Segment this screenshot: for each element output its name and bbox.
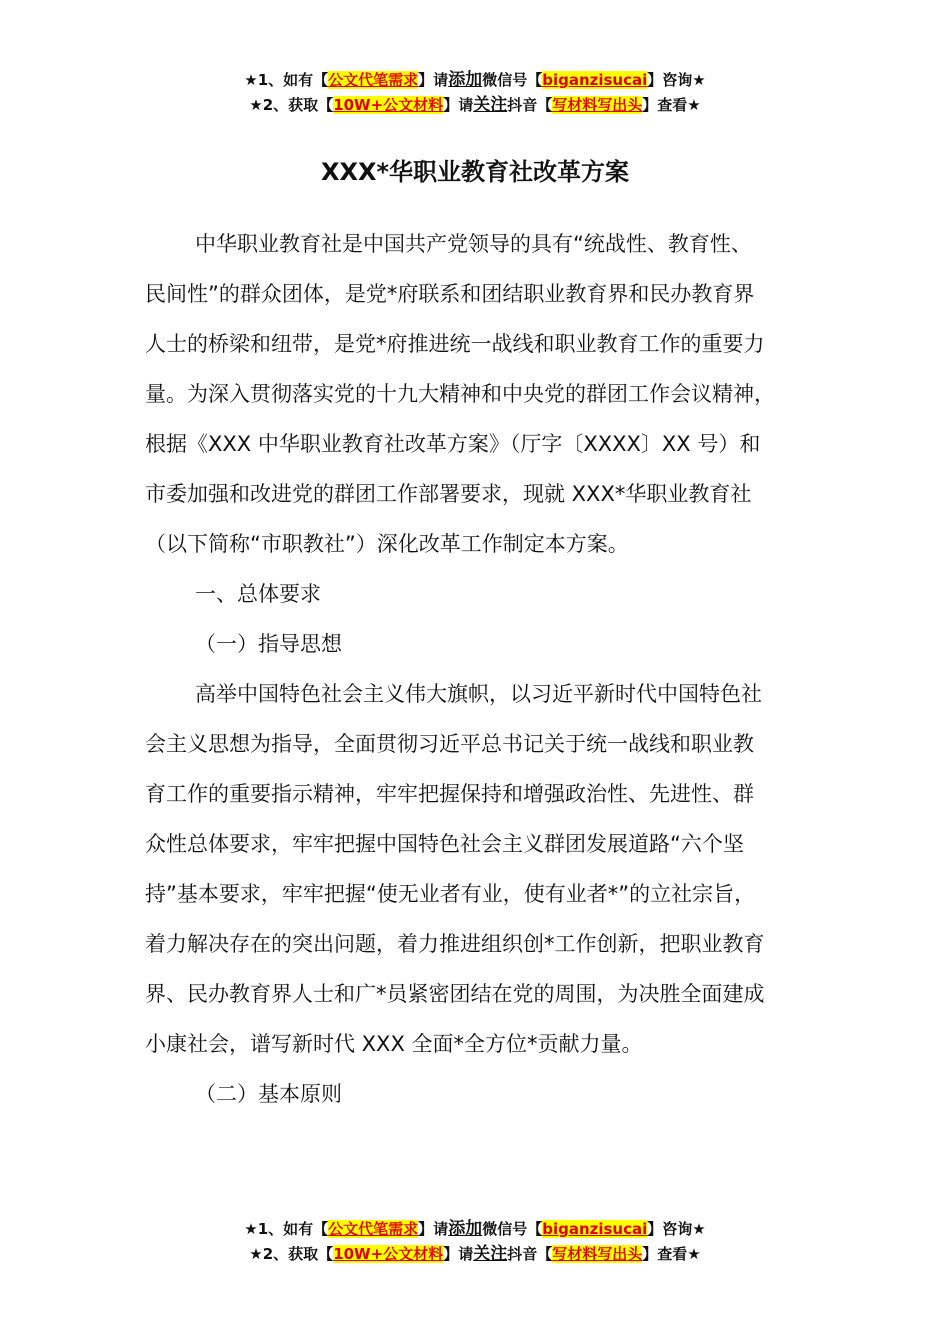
text-line: 会主义思想为指导，全面贯彻习近平总书记关于统一战线和职业教 <box>145 732 754 756</box>
document-body <box>145 222 825 1122</box>
text-line: 界、民办教育界人士和广*员紧密团结在党的周围，为决胜全面建成 <box>145 982 765 1006</box>
text-line: 着力解决存在的突出问题，着力推进组织创*工作创新，把职业教育 <box>145 932 765 956</box>
bottom-banner <box>0 1217 950 1267</box>
top-banner <box>0 68 950 118</box>
text-line: 民间性”的群众团体，是党*府联系和团结职业教育界和民办教育界 <box>145 282 755 306</box>
document-title: XXX*华职业教育社改革方案 <box>320 158 630 186</box>
text-line: 市委加强和改进党的群团工作部署要求，现就 XXX*华职业教育社 <box>145 482 752 506</box>
text-line: 育工作的重要指示精神，牢牢把握保持和增强政治性、先进性、群 <box>145 782 754 806</box>
text-line: 根据《XXX 中华职业教育社改革方案》（厅字〔XXXX〕XX 号）和 <box>145 432 761 456</box>
text-line: 众性总体要求，牢牢把握中国特色社会主义群团发展道路“六个坚 <box>145 832 744 856</box>
text-line: （以下简称“市职教社”）深化改革工作制定本方案。 <box>145 532 629 556</box>
text-line: 持”基本要求，牢牢把握“使无业者有业，使有业者*”的立社宗旨， <box>145 882 756 906</box>
text-line: 量。为深入贯彻落实党的十九大精神和中央党的群团工作会议精神， <box>145 382 775 406</box>
section-heading: 一、总体要求 <box>195 582 321 606</box>
text-line: 高举中国特色社会主义伟大旗帜，以习近平新时代中国特色社 <box>195 682 762 706</box>
banner-line-1: ★1、如有【公文代笔需求】请添加微信号【biganzisucai】咨询★ <box>244 70 706 90</box>
text-line: 小康社会，谱写新时代 XXX 全面*全方位*贡献力量。 <box>145 1032 643 1056</box>
text-line: 人士的桥梁和纽带，是党*府推进统一战线和职业教育工作的重要力 <box>145 332 765 356</box>
banner-line-2: ★2、获取【10W+公文材料】请关注抖音【写材料写出头】查看★ <box>249 95 701 115</box>
subsection-heading: （一）指导思想 <box>195 632 342 656</box>
banner-line-2: ★2、获取【10W+公文材料】请关注抖音【写材料写出头】查看★ <box>249 1244 701 1264</box>
banner-line-1: ★1、如有【公文代笔需求】请添加微信号【biganzisucai】咨询★ <box>244 1219 706 1239</box>
text-line: 中华职业教育社是中国共产党领导的具有“统战性、教育性、 <box>195 232 752 256</box>
subsection-heading: （二）基本原则 <box>195 1082 342 1106</box>
